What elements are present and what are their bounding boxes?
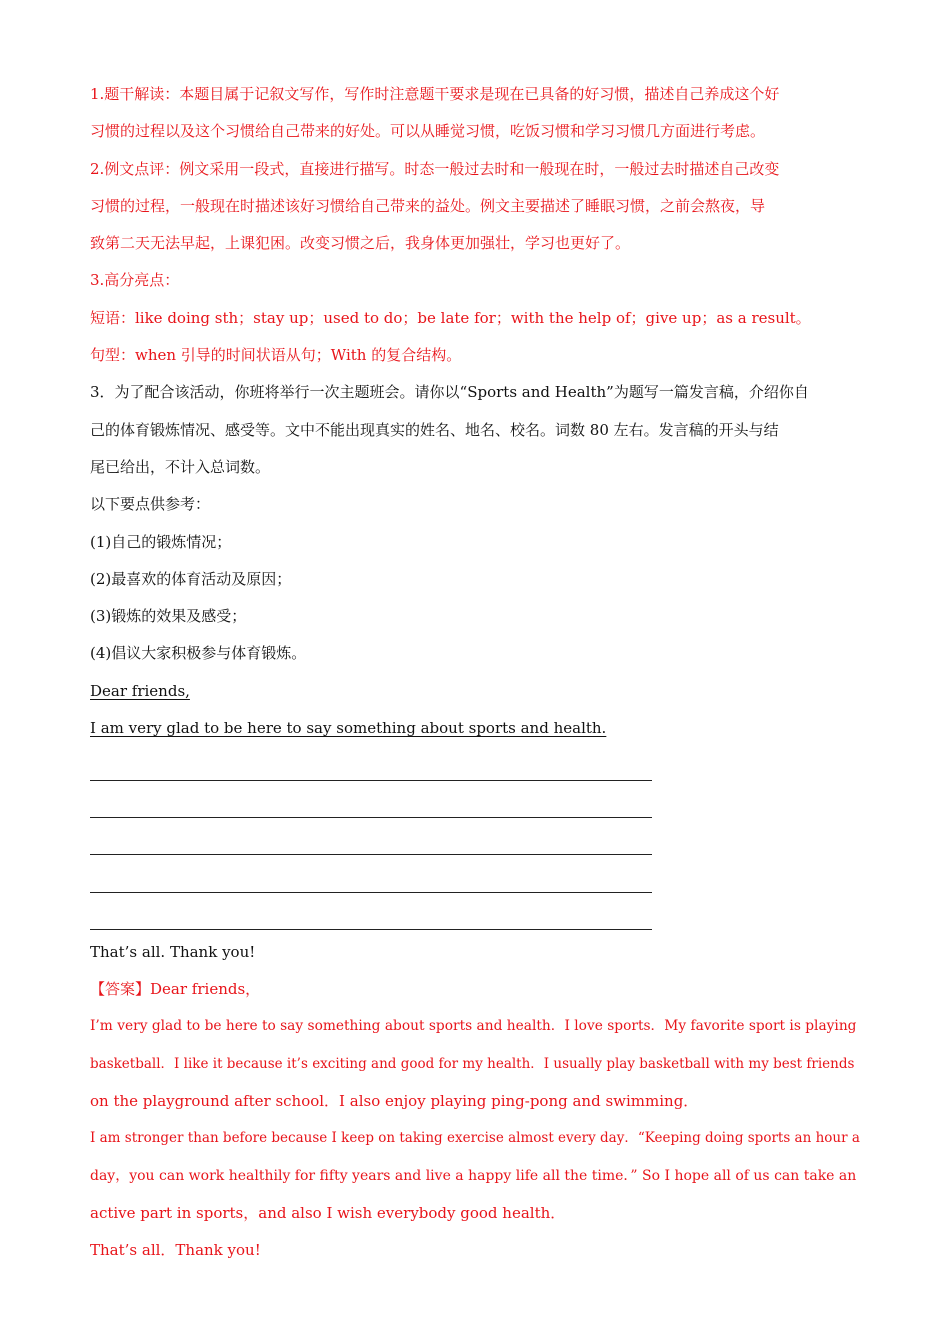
answer-line-2: basketball．I like it because it’s exciting and good for my health．I usually play basketball with my best friends (90, 1055, 855, 1072)
answer-line-7: That’s all．Thank you! (90, 1241, 261, 1260)
answer-line-6: active part in sports，and also I wish everybody good health． (90, 1203, 566, 1222)
analysis-p2-line3: 致第二天无法早起，上课犯困。改变习惯之后，我身体更加强壮，学习也更好了。 (90, 234, 631, 253)
writing-blank-line[interactable] (90, 747, 860, 784)
writing-blank-line[interactable] (90, 897, 860, 934)
answer-line-4: I am stronger than before because I keep on taking exercise almost every day．“Keeping doing sports an hour a (90, 1130, 860, 1147)
hint-point-2: (2)最喜欢的体育活动及原因； (90, 569, 292, 588)
analysis-p2-line2: 习惯的过程，一般现在时描述该好习惯给自己带来的益处。例文主要描述了睡眠习惯，之前会熬夜，导 (90, 196, 766, 215)
letter-closing: That’s all. Thank you! (90, 942, 256, 961)
hint-point-1: (1)自己的锻炼情况； (90, 532, 232, 551)
analysis-phrases: 短语：like doing sth；stay up；used to do；be late for；with the help of；give up；as a result。 (90, 308, 811, 327)
answer-label: 【答案】 (90, 980, 151, 999)
analysis-p2-line1: 2.例文点评：例文采用一段式，直接进行描写。时态一般过去时和一般现在时，一般过去时描述自己改变 (90, 159, 780, 178)
hint-point-4: (4)倡议大家积极参与体育锻炼。 (90, 644, 307, 663)
answer-greeting: Dear friends， (150, 980, 261, 999)
answer-line-5: day，you can work healthily for fifty years and live a happy life all the time．” So I hope all of us can take an (90, 1167, 857, 1184)
analysis-sentences: 句型：when 引导的时间状语从句；With 的复合结构。 (90, 346, 462, 365)
hint-title: 以下要点供参考： (90, 495, 211, 514)
letter-greeting: Dear friends, (90, 681, 190, 700)
writing-blank-line[interactable] (90, 822, 860, 859)
answer-header (90, 971, 860, 1008)
analysis-p1-line1: 1.题干解读：本题目属于记叙文写作，写作时注意题干要求是现在已具备的好习惯，描述自己养成这个好 (90, 85, 780, 103)
writing-blank-line[interactable] (90, 859, 860, 896)
question-line1: 3．为了配合该活动，你班将举行一次主题班会。请你以“Sports and Health”为题写一篇发言稿，介绍你自 (90, 383, 809, 402)
question-line2: 己的体育锻炼情况、感受等。文中不能出现真实的姓名、地名、校名。词数 80 左右。发言稿的开头与结 (90, 420, 779, 439)
answer-line-3: on the playground after school．I also enjoy playing ping-pong and swimming． (90, 1092, 699, 1111)
answer-line-1: I’m very glad to be here to say something about sports and health．I love sports．My favorite sport is playing (90, 1018, 857, 1035)
question-line3: 尾已给出，不计入总词数。 (90, 457, 271, 476)
writing-blank-line[interactable] (90, 785, 860, 822)
analysis-p1-line2: 习惯的过程以及这个习惯给自己带来的好处。可以从睡觉习惯，吃饭习惯和学习习惯几方面进行考虑。 (90, 122, 766, 141)
hint-point-3: (3)锻炼的效果及感受； (90, 607, 247, 626)
analysis-p3-title: 3.高分亮点： (90, 271, 180, 290)
letter-opening: I am very glad to be here to say something about sports and health. (90, 719, 607, 738)
document-content (90, 76, 860, 1270)
